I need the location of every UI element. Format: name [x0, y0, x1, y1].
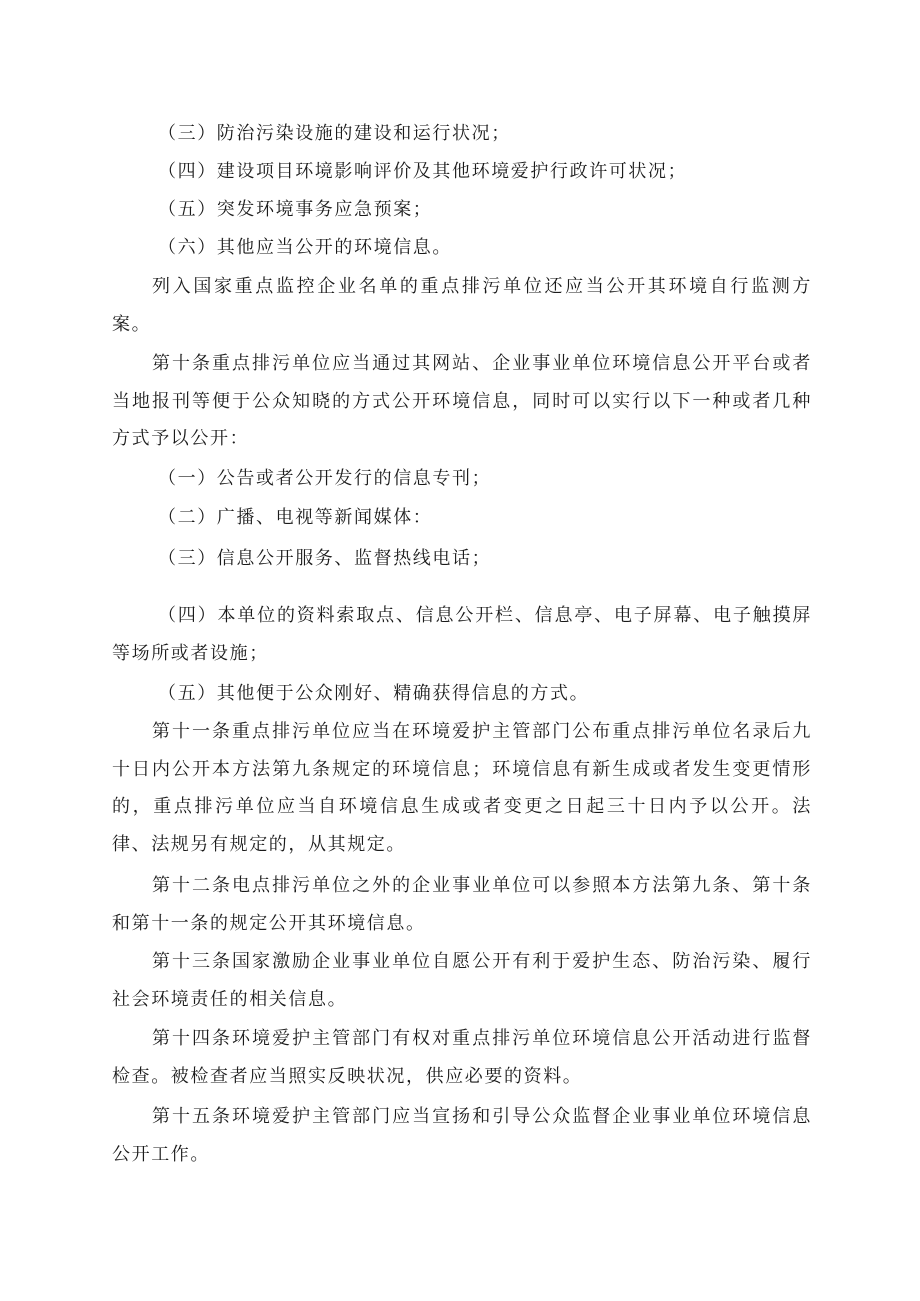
- list-item-2-media: （二）广播、电视等新闻媒体：: [158, 507, 433, 528]
- list-item-3-pollution-facilities: （三）防治污染设施的建设和运行状况；: [158, 123, 511, 144]
- article-14: 第十四条环境爱护主管部门有权对重点排污单位环境信息公开活动进行监督检查。被检查者应当照实反映状况，供应必要的资料。: [112, 1028, 812, 1087]
- article-13: 第十三条国家激励企业事业单位自愿公开有利于爱护生态、防治污染、履行社会环境责任的相关信息。: [112, 951, 812, 1010]
- list-item-6-other-info: （六）其他应当公开的环境信息。: [158, 237, 452, 258]
- list-item-1-bulletin: （一）公告或者公开发行的信息专刊；: [158, 468, 492, 489]
- list-item-5-other-methods: （五）其他便于公众刚好、精确获得信息的方式。: [158, 683, 590, 704]
- article-11: 第十一条重点排污单位应当在环境爱护主管部门公布重点排污单位名录后九十日内公开本方法第九条规定的环境信息；环境信息有新生成或者发生变更情形的，重点排污单位应当自环境信息生成或者变更之日起三十日内予以公开。法律、法规另有规定的，从其规定。: [112, 721, 812, 855]
- list-item-3-hotline: （三）信息公开服务、监督热线电话；: [158, 548, 492, 569]
- list-item-4-onsite: （四）本单位的资料索取点、信息公开栏、信息亭、电子屏幕、电子触摸屏等场所或者设施；: [112, 605, 812, 664]
- article-15: 第十五条环境爱护主管部门应当宣扬和引导公众监督企业事业单位环境信息公开工作。: [112, 1106, 812, 1165]
- list-item-5-emergency-plan: （五）突发环境事务应急预案；: [158, 199, 433, 220]
- article-10: 第十条重点排污单位应当通过其网站、企业事业单位环境信息公开平台或者当地报刊等便于公众知晓的方式公开环境信息，同时可以实行以下一种或者几种方式予以公开：: [112, 353, 812, 449]
- paragraph-monitoring-plan: 列入国家重点监控企业名单的重点排污单位还应当公开其环境自行监测方案。: [112, 276, 812, 335]
- list-item-4-eia-permits: （四）建设项目环境影响评价及其他环境爱护行政许可状况；: [158, 161, 688, 182]
- article-12: 第十二条电点排污单位之外的企业事业单位可以参照本方法第九条、第十条和第十一条的规定公开其环境信息。: [112, 875, 812, 934]
